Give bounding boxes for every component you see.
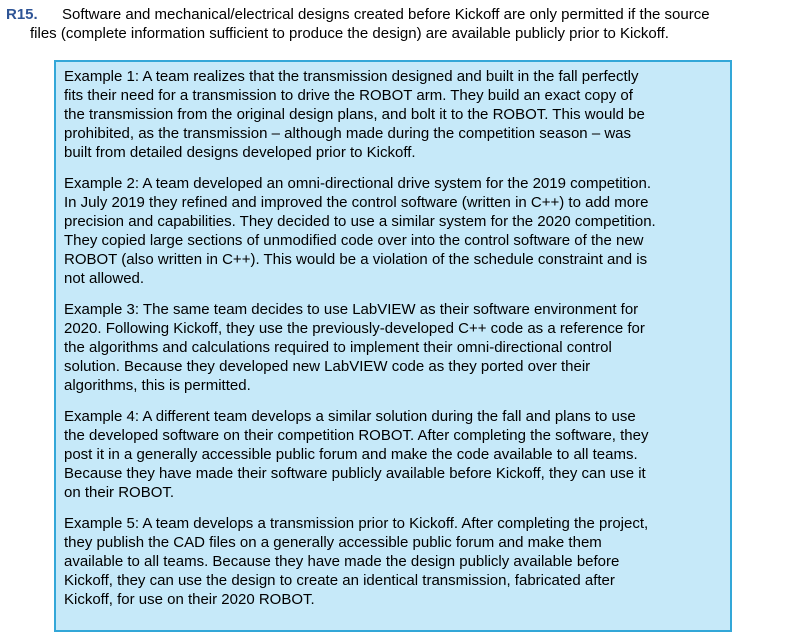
example-5-line: available to all teams. Because they have made the design publicly available before — [64, 553, 620, 570]
rule-text-line-2: files (complete information sufficient to produce the design) are available publicly prior to Kickoff. — [30, 25, 669, 42]
example-1 — [64, 67, 730, 162]
example-3-line: solution. Because they developed new LabVIEW code as they ported over their — [64, 358, 591, 375]
example-2-line: ROBOT (also written in C++). This would be a violation of the schedule constraint and is — [64, 251, 648, 268]
example-4-line: the developed software on their competition ROBOT. After completing the software, they — [64, 427, 649, 444]
example-1-line: built from detailed designs developed prior to Kickoff. — [64, 144, 416, 161]
example-3-line: Example 3: The same team decides to use LabVIEW as their software environment for — [64, 301, 639, 318]
example-2-line: In July 2019 they refined and improved the control software (written in C++) to add more — [64, 194, 649, 211]
rule-id: R15. — [6, 6, 38, 23]
example-4-line: post it in a generally accessible public forum and make the code available to all teams. — [64, 446, 638, 463]
example-2-line: They copied large sections of unmodified code over into the control software of the new — [64, 232, 644, 249]
example-1-line: fits their need for a transmission to drive the ROBOT arm. They build an exact copy of — [64, 87, 633, 104]
example-5-line: they publish the CAD files on a generally accessible public forum and make them — [64, 534, 602, 551]
examples-box — [54, 60, 732, 632]
example-3-line: algorithms, this is permitted. — [64, 377, 251, 394]
example-2 — [64, 174, 730, 288]
example-5-line: Kickoff, for use on their 2020 ROBOT. — [64, 591, 315, 608]
example-4-line: on their ROBOT. — [64, 484, 175, 501]
example-4-line: Because they have made their software publicly available before Kickoff, they can use it — [64, 465, 646, 482]
example-5-line: Example 5: A team develops a transmission prior to Kickoff. After completing the project, — [64, 515, 649, 532]
example-5 — [64, 514, 730, 609]
example-2-line: Example 2: A team developed an omni-directional drive system for the 2019 competition. — [64, 175, 651, 192]
example-5-line: Kickoff, they can use the design to create an identical transmission, fabricated after — [64, 572, 615, 589]
example-4 — [64, 407, 730, 502]
rule-r15 — [6, 5, 786, 43]
example-1-line: the transmission from the original design plans, and bolt it to the ROBOT. This would be — [64, 106, 645, 123]
example-4-line: Example 4: A different team develops a similar solution during the fall and plans to use — [64, 408, 636, 425]
example-1-line: prohibited, as the transmission – although made during the competition season – was — [64, 125, 632, 142]
example-3-line: 2020. Following Kickoff, they use the previously-developed C++ code as a reference for — [64, 320, 645, 337]
example-2-line: not allowed. — [64, 270, 145, 287]
example-1-line: Example 1: A team realizes that the transmission designed and built in the fall perfectly — [64, 68, 639, 85]
example-3-line: the algorithms and calculations required to implement their omni-directional control — [64, 339, 612, 356]
rule-text-line-1: Software and mechanical/electrical designs created before Kickoff are only permitted if the source — [62, 6, 710, 23]
example-2-line: precision and capabilities. They decided to use a similar system for the 2020 competition. — [64, 213, 656, 230]
example-3 — [64, 300, 730, 395]
rule-first-line — [6, 5, 786, 24]
